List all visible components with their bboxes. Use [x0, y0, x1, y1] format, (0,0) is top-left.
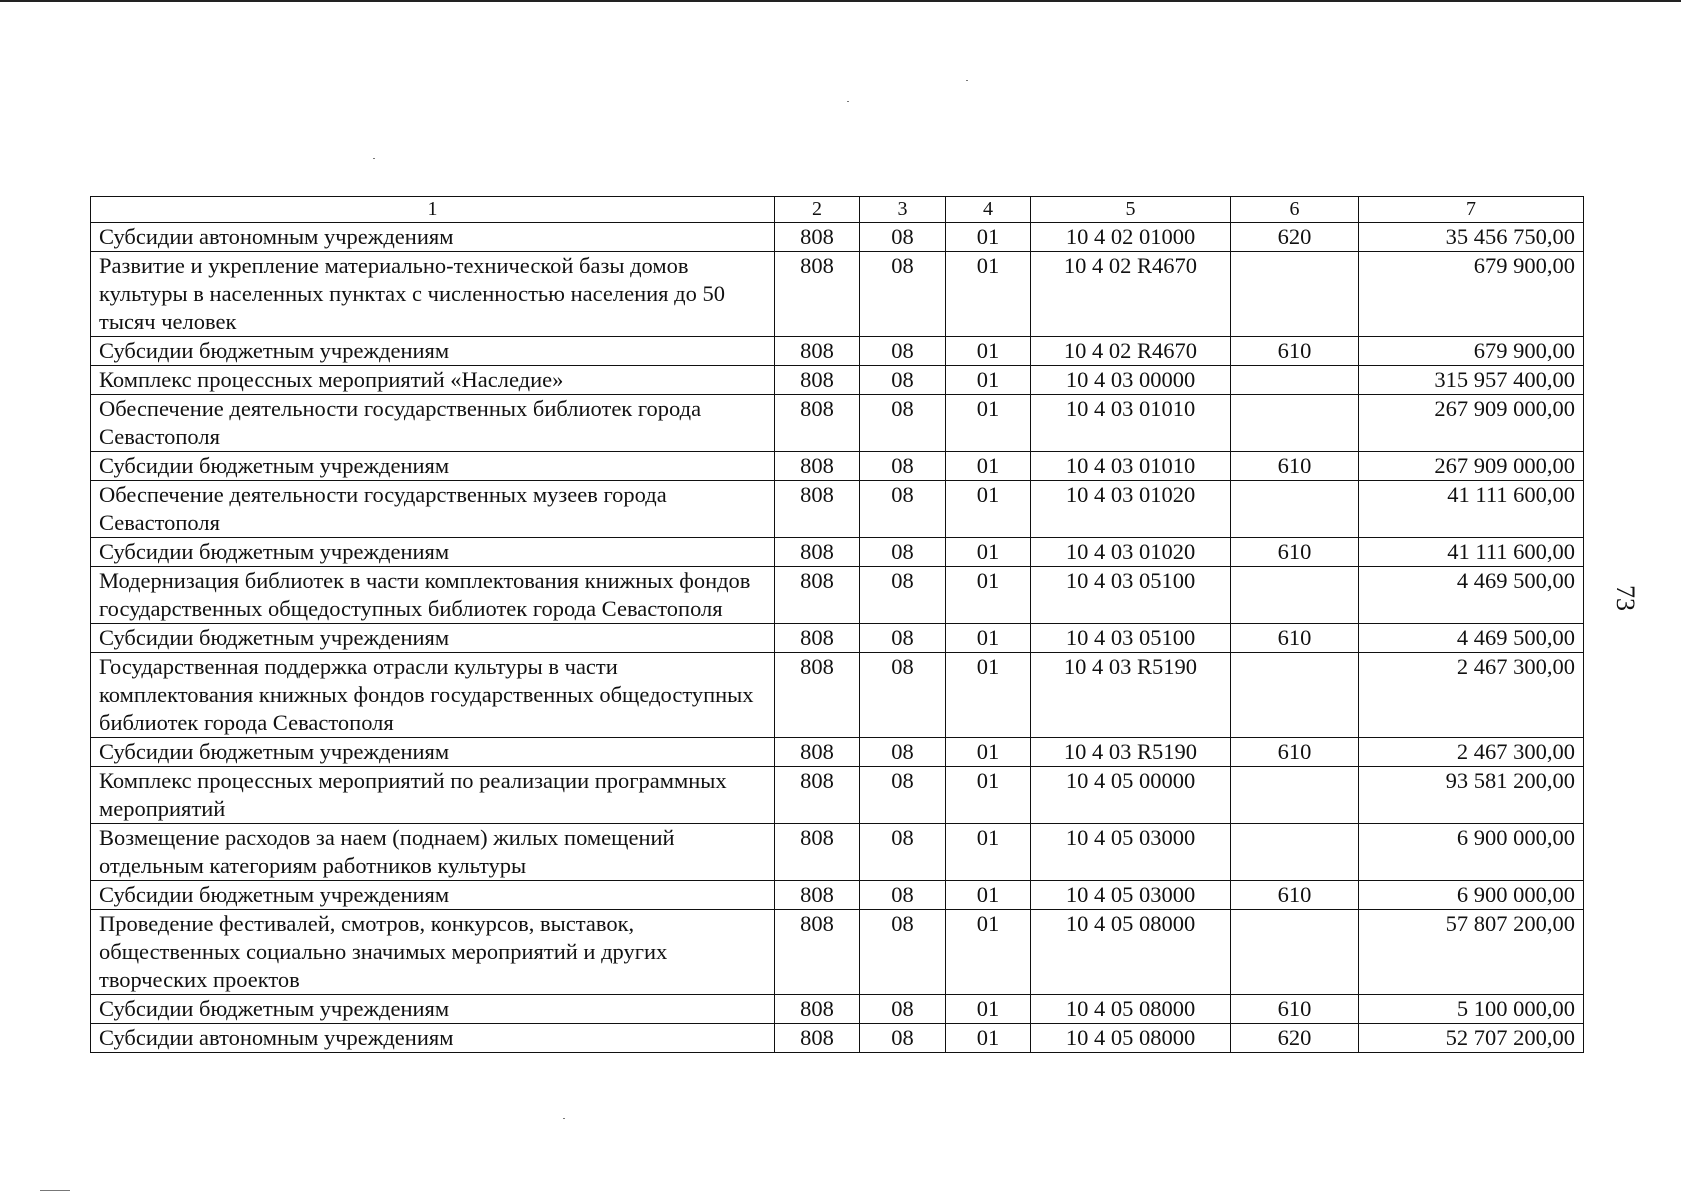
cell-expense-type: [1231, 910, 1359, 995]
table-row: [91, 337, 1584, 366]
cell-target-article: 10 4 05 08000: [1031, 910, 1231, 995]
cell-name: Субсидии бюджетным учреждениям: [91, 995, 775, 1024]
cell-admin-code: 808: [775, 1024, 860, 1053]
cell-subsection: 01: [946, 366, 1031, 395]
cell-name: Субсидии бюджетным учреждениям: [91, 881, 775, 910]
table-row: [91, 366, 1584, 395]
cell-admin-code: 808: [775, 738, 860, 767]
table-body: [91, 223, 1584, 1053]
cell-target-article: 10 4 03 01020: [1031, 538, 1231, 567]
cell-section: 08: [860, 824, 946, 881]
cell-target-article: 10 4 02 R4670: [1031, 252, 1231, 337]
cell-subsection: 01: [946, 395, 1031, 452]
cell-name: Возмещение расходов за наем (поднаем) жилых помещений отдельным категориям работников культуры: [91, 824, 775, 881]
scan-speck: [40, 1190, 70, 1191]
cell-name: Комплекс процессных мероприятий по реализации программных мероприятий: [91, 767, 775, 824]
cell-section: 08: [860, 337, 946, 366]
cell-name: Модернизация библиотек в части комплектования книжных фондов государственных общедоступных библиотек города Севастополя: [91, 567, 775, 624]
cell-amount: 41 111 600,00: [1359, 538, 1584, 567]
cell-subsection: 01: [946, 223, 1031, 252]
cell-subsection: 01: [946, 995, 1031, 1024]
cell-name: Субсидии бюджетным учреждениям: [91, 337, 775, 366]
cell-name: Обеспечение деятельности государственных библиотек города Севастополя: [91, 395, 775, 452]
cell-admin-code: 808: [775, 452, 860, 481]
cell-name: Государственная поддержка отрасли культуры в части комплектования книжных фондов государственных общедоступных библиотек города Севастополя: [91, 653, 775, 738]
cell-amount: 679 900,00: [1359, 252, 1584, 337]
table-row: [91, 452, 1584, 481]
scan-speck: [966, 80, 968, 81]
cell-subsection: 01: [946, 824, 1031, 881]
cell-name: Комплекс процессных мероприятий «Наследие»: [91, 366, 775, 395]
table-row: [91, 653, 1584, 738]
cell-expense-type: 610: [1231, 738, 1359, 767]
cell-subsection: 01: [946, 452, 1031, 481]
cell-section: 08: [860, 223, 946, 252]
cell-subsection: 01: [946, 1024, 1031, 1053]
cell-amount: 52 707 200,00: [1359, 1024, 1584, 1053]
cell-subsection: 01: [946, 767, 1031, 824]
cell-admin-code: 808: [775, 223, 860, 252]
cell-expense-type: 610: [1231, 881, 1359, 910]
cell-target-article: 10 4 03 01010: [1031, 452, 1231, 481]
column-header: 7: [1359, 197, 1584, 223]
budget-table: [90, 196, 1584, 1053]
cell-section: 08: [860, 767, 946, 824]
cell-admin-code: 808: [775, 538, 860, 567]
table-row: [91, 910, 1584, 995]
scan-speck: [373, 158, 375, 159]
cell-amount: 679 900,00: [1359, 337, 1584, 366]
cell-subsection: 01: [946, 738, 1031, 767]
cell-name: Обеспечение деятельности государственных музеев города Севастополя: [91, 481, 775, 538]
cell-name: Развитие и укрепление материально-технической базы домов культуры в населенных пунктах с численностью населения до 50 тысяч человек: [91, 252, 775, 337]
column-header: 1: [91, 197, 775, 223]
column-header: 5: [1031, 197, 1231, 223]
cell-section: 08: [860, 653, 946, 738]
cell-section: 08: [860, 567, 946, 624]
cell-amount: 35 456 750,00: [1359, 223, 1584, 252]
column-header: 3: [860, 197, 946, 223]
cell-admin-code: 808: [775, 653, 860, 738]
cell-expense-type: 610: [1231, 538, 1359, 567]
table-row: [91, 767, 1584, 824]
cell-expense-type: [1231, 366, 1359, 395]
cell-target-article: 10 4 05 00000: [1031, 767, 1231, 824]
cell-name: Субсидии бюджетным учреждениям: [91, 452, 775, 481]
cell-expense-type: [1231, 252, 1359, 337]
column-header: 4: [946, 197, 1031, 223]
cell-section: 08: [860, 624, 946, 653]
cell-target-article: 10 4 03 01020: [1031, 481, 1231, 538]
cell-admin-code: 808: [775, 767, 860, 824]
column-header: 2: [775, 197, 860, 223]
table-row: [91, 567, 1584, 624]
cell-section: 08: [860, 910, 946, 995]
cell-name: Субсидии бюджетным учреждениям: [91, 624, 775, 653]
cell-expense-type: 610: [1231, 624, 1359, 653]
cell-admin-code: 808: [775, 824, 860, 881]
table-row: [91, 624, 1584, 653]
table-row: [91, 995, 1584, 1024]
cell-name: Субсидии бюджетным учреждениям: [91, 538, 775, 567]
cell-admin-code: 808: [775, 395, 860, 452]
cell-expense-type: 610: [1231, 452, 1359, 481]
cell-subsection: 01: [946, 252, 1031, 337]
cell-subsection: 01: [946, 910, 1031, 995]
cell-name: Субсидии бюджетным учреждениям: [91, 738, 775, 767]
cell-target-article: 10 4 02 01000: [1031, 223, 1231, 252]
cell-expense-type: 610: [1231, 337, 1359, 366]
cell-admin-code: 808: [775, 995, 860, 1024]
cell-subsection: 01: [946, 653, 1031, 738]
cell-amount: 4 469 500,00: [1359, 624, 1584, 653]
column-header: 6: [1231, 197, 1359, 223]
cell-subsection: 01: [946, 337, 1031, 366]
cell-subsection: 01: [946, 481, 1031, 538]
cell-section: 08: [860, 366, 946, 395]
cell-name: Проведение фестивалей, смотров, конкурсов, выставок, общественных социально значимых мероприятий и других творческих проектов: [91, 910, 775, 995]
cell-admin-code: 808: [775, 624, 860, 653]
cell-amount: 6 900 000,00: [1359, 824, 1584, 881]
cell-expense-type: 620: [1231, 1024, 1359, 1053]
cell-admin-code: 808: [775, 337, 860, 366]
cell-section: 08: [860, 738, 946, 767]
cell-amount: 4 469 500,00: [1359, 567, 1584, 624]
cell-admin-code: 808: [775, 481, 860, 538]
scan-top-edge: [0, 0, 1681, 2]
cell-section: 08: [860, 481, 946, 538]
cell-expense-type: [1231, 767, 1359, 824]
cell-subsection: 01: [946, 881, 1031, 910]
cell-expense-type: 610: [1231, 995, 1359, 1024]
cell-section: 08: [860, 995, 946, 1024]
cell-admin-code: 808: [775, 252, 860, 337]
cell-section: 08: [860, 252, 946, 337]
table-header-row: [91, 197, 1584, 223]
cell-target-article: 10 4 05 03000: [1031, 881, 1231, 910]
cell-amount: 2 467 300,00: [1359, 738, 1584, 767]
scan-speck: [847, 101, 849, 102]
cell-subsection: 01: [946, 624, 1031, 653]
cell-target-article: 10 4 03 01010: [1031, 395, 1231, 452]
cell-amount: 41 111 600,00: [1359, 481, 1584, 538]
cell-target-article: 10 4 05 08000: [1031, 1024, 1231, 1053]
cell-amount: 2 467 300,00: [1359, 653, 1584, 738]
cell-target-article: 10 4 03 05100: [1031, 624, 1231, 653]
cell-target-article: 10 4 05 08000: [1031, 995, 1231, 1024]
table-row: [91, 252, 1584, 337]
cell-name: Субсидии автономным учреждениям: [91, 1024, 775, 1053]
cell-amount: 57 807 200,00: [1359, 910, 1584, 995]
cell-expense-type: [1231, 395, 1359, 452]
cell-expense-type: [1231, 824, 1359, 881]
cell-section: 08: [860, 395, 946, 452]
cell-amount: 6 900 000,00: [1359, 881, 1584, 910]
table-row: [91, 223, 1584, 252]
cell-admin-code: 808: [775, 366, 860, 395]
cell-target-article: 10 4 03 R5190: [1031, 738, 1231, 767]
cell-subsection: 01: [946, 567, 1031, 624]
cell-amount: 267 909 000,00: [1359, 395, 1584, 452]
table-row: [91, 824, 1584, 881]
cell-amount: 315 957 400,00: [1359, 366, 1584, 395]
cell-section: 08: [860, 452, 946, 481]
table-row: [91, 1024, 1584, 1053]
scan-speck: [563, 1118, 565, 1119]
table-row: [91, 395, 1584, 452]
cell-section: 08: [860, 881, 946, 910]
table-row: [91, 738, 1584, 767]
cell-target-article: 10 4 03 00000: [1031, 366, 1231, 395]
page-number: 73: [1611, 585, 1640, 611]
cell-expense-type: [1231, 567, 1359, 624]
cell-section: 08: [860, 1024, 946, 1053]
cell-amount: 267 909 000,00: [1359, 452, 1584, 481]
cell-amount: 93 581 200,00: [1359, 767, 1584, 824]
cell-section: 08: [860, 538, 946, 567]
table-row: [91, 538, 1584, 567]
cell-admin-code: 808: [775, 881, 860, 910]
cell-name: Субсидии автономным учреждениям: [91, 223, 775, 252]
cell-target-article: 10 4 05 03000: [1031, 824, 1231, 881]
cell-target-article: 10 4 02 R4670: [1031, 337, 1231, 366]
table-row: [91, 481, 1584, 538]
cell-admin-code: 808: [775, 910, 860, 995]
table-row: [91, 881, 1584, 910]
cell-admin-code: 808: [775, 567, 860, 624]
cell-expense-type: 620: [1231, 223, 1359, 252]
cell-expense-type: [1231, 481, 1359, 538]
cell-target-article: 10 4 03 05100: [1031, 567, 1231, 624]
cell-subsection: 01: [946, 538, 1031, 567]
cell-amount: 5 100 000,00: [1359, 995, 1584, 1024]
cell-target-article: 10 4 03 R5190: [1031, 653, 1231, 738]
cell-expense-type: [1231, 653, 1359, 738]
